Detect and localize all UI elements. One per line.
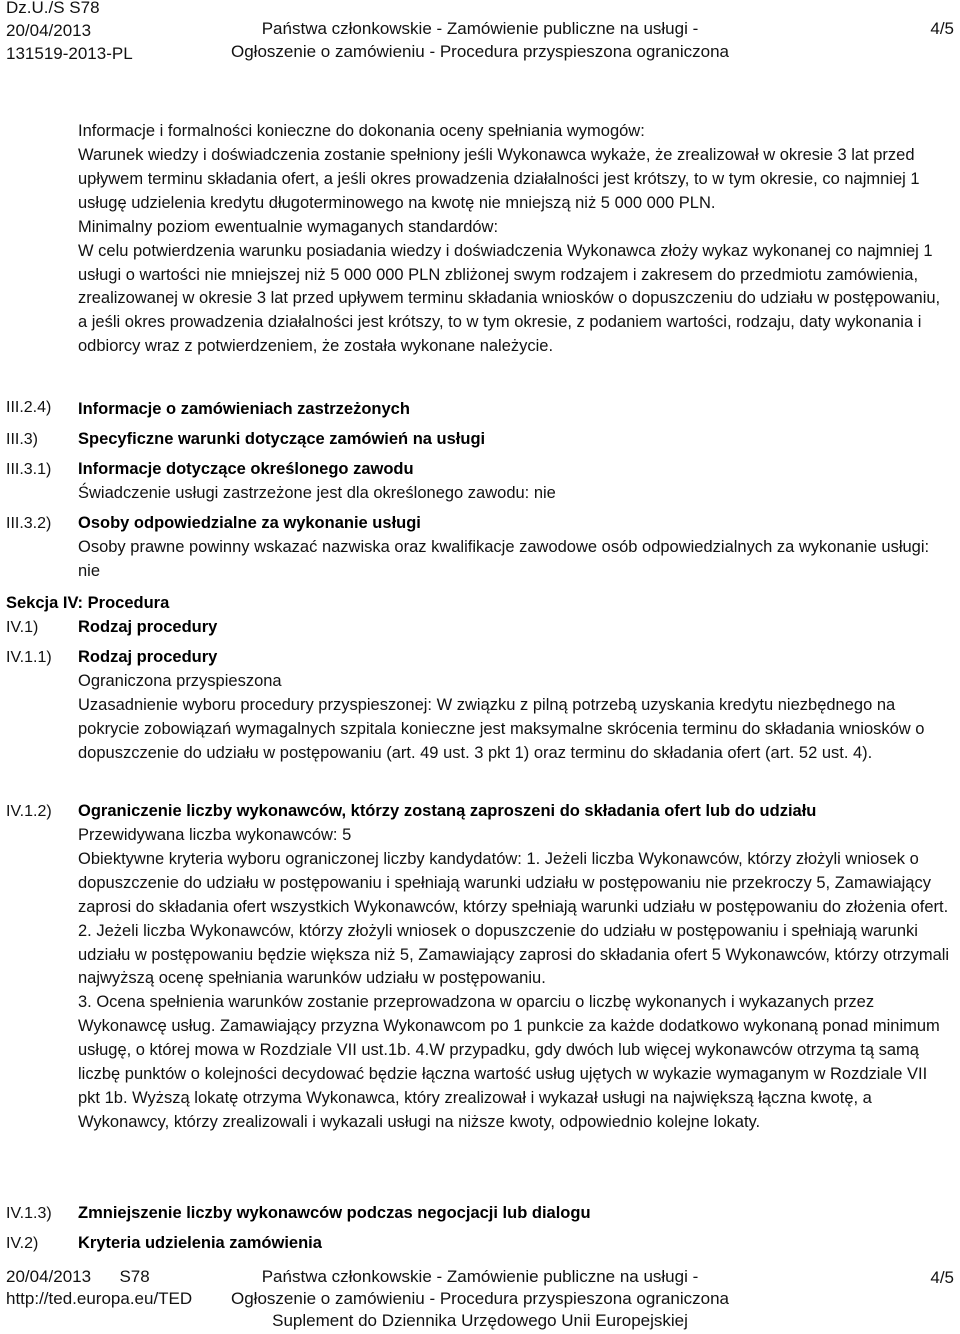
info-formal-text: Warunek wiedzy i doświadczenia zostanie spełniony jeśli Wykonawca wykaże, że zrealizował w okresie 3 lat przed upływem terminu składania ofert, a jeśli okres prowadzenia działalności jest krótszy, to w tym okresie, co najmniej 1 usługę udzielenia kredytu długoterminowego na kwotę nie mniejszą niż 5 000 000 PLN. [78, 145, 920, 212]
section-number: IV.1.2) [6, 803, 52, 820]
section-text: Obiektywne kryteria wyboru ograniczonej liczby kandydatów: 1. Jeżeli liczba Wykonawców, którzy złożyli wniosek o dopuszczenie do udziału w postępowaniu i spełniają warunki udziału w postępowaniu nie przekroczy 5, Zamawiający zaprosi do składania ofert wszystkich Wykonawców, którzy spełniają warunki udziału w postępowaniu do złożenia ofert. [78, 849, 949, 916]
section-block [78, 646, 950, 766]
footer-issue: S78 [119, 1267, 150, 1286]
section4-title: Sekcja IV: Procedura [6, 594, 170, 612]
section-heading: Informacje o zamówieniach zastrzeżonych [78, 400, 410, 418]
section-heading: Specyficzne warunki dotyczące zamówień na usługi [78, 430, 486, 448]
section-text: 3. Ocena spełnienia warunków zostanie przeprowadzona w oparciu o liczbę wykonanych i wykazanych przez Wykonawcę usług. Zamawiający przyzna Wykonawcom po 1 punkcie za każde dodatkowo wykonaną ponad minimum usługę, o której mowa w Rozdziale VII ust.1b. 4.W przypadku, gdy dwóch lub więcej wykonawców otrzyma tą samą liczbę punktów o kolejności decydować będzie łączna wartość usług ujętych w wykazie wymaganym w Rozdziale VII pkt 1b. Wyższą lokatę otrzyma Wykonawca, który zrealizował i wykazał usługi na największą łączna kwotę, a Wykonawcy, którzy zrealizowali i wykazali usługi na niższe kwoty, odpowiednio kolejne lokaty. [78, 993, 940, 1131]
footer-page-number: 4/5 [930, 1268, 954, 1287]
section-heading: Kryteria udzielenia zamówienia [78, 1234, 322, 1252]
header-doc-id: 131519-2013-PL [6, 43, 133, 63]
footer-title: Państwa członkowskie - Zamówienie publiczne na usługi - Ogłoszenie o zamówieniu - Procedura przyspieszona ograniczona Suplement do Dziennika Urzędowego Unii Europejskiej [231, 1267, 729, 1331]
section-heading: Ograniczenie liczby wykonawców, którzy zostaną zaproszeni do składania ofert lub do udziału [78, 802, 817, 820]
header-date: 20/04/2013 [6, 20, 92, 40]
section-number: IV.1.1) [6, 649, 52, 666]
section-text: 2. Jeżeli liczba Wykonawców, którzy złożyli wniosek o dopuszczenie do udziału w postępowaniu i spełniają warunki udziału w postępowaniu będzie większa niż 5, Zamawiający zaprosi do składania ofert 5 Wykonawców, którzy otrzymali najwyższą ocenę spełniania warunków udziału w postępowaniu. [78, 921, 950, 988]
section-number: IV.1.3) [6, 1205, 52, 1222]
section-text: Uzasadnienie wyboru procedury przyspieszonej: W związku z pilną potrzebą uzyskania kredytu niezbędnego na pokrycie zobowiązań wymagalnych szpitala konieczne jest maksymalne skrócenia terminu do składania wniosków o dopuszczenie do udziału w postępowaniu (art. 49 ust. 3 pkt 1) oraz terminu do składania ofert (art. 52 ust. 4). [78, 695, 925, 762]
min-level-text: W celu potwierdzenia warunku posiadania wiedzy i doświadczenia Wykonawca złoży wykaz wykonanej co najmniej 1 usługi o wartości nie mniejszej niż 5 000 000 PLN zbliżonej swym rodzajem i zakresem do przedmiotu zamówienia, zrealizowanej w okresie 3 lat przed upływem terminu składania wniosków o dopuszczeniu do udziału w postępowaniu, a jeśli okres prowadzenia działalności jest krótszy, to w tym okresie, z podaniem wartości, rodzaju, daty wykonania i odbiorcy wraz z potwierdzeniem, że została wykonane należycie. [78, 241, 941, 356]
section3-conditions [78, 120, 950, 359]
section-heading: Rodzaj procedury [78, 618, 218, 636]
section-number: IV.1) [6, 619, 39, 636]
section-block [78, 458, 950, 506]
min-level-label: Minimalny poziom ewentualnie wymaganych standardów: [78, 217, 499, 236]
section-heading: Informacje dotyczące określonego zawodu [78, 460, 414, 478]
section-heading: Zmniejszenie liczby wykonawców podczas negocjacji lub dialogu [78, 1204, 591, 1222]
section-number: III.3.2) [6, 515, 52, 532]
section-number: III.3.1) [6, 461, 52, 478]
section-text: Świadczenie usługi zastrzeżone jest dla określonego zawodu: nie [78, 483, 556, 502]
section-block [78, 800, 950, 1135]
section-number: III.3) [6, 431, 39, 448]
section-text: Przewidywana liczba wykonawców: 5 [78, 825, 352, 844]
section-number: III.2.4) [6, 399, 52, 416]
section-heading: Rodzaj procedury [78, 648, 218, 666]
section-text: Ograniczona przyspieszona [78, 671, 282, 690]
info-formal-label: Informacje i formalności konieczne do dokonania oceny spełniania wymogów: [78, 122, 645, 140]
header-ref: Dz.U./S S78 [6, 0, 100, 17]
footer-url: http://ted.europa.eu/TED [6, 1289, 193, 1309]
section-text: Osoby prawne powinny wskazać nazwiska oraz kwalifikacje zawodowe osób odpowiedzialnych za wykonanie usługi: nie [78, 537, 930, 580]
footer-date: 20/04/2013 [6, 1267, 92, 1286]
header-title: Państwa członkowskie - Zamówienie publiczne na usługi - Ogłoszenie o zamówieniu - Procedura przyspieszona ograniczona [231, 19, 729, 61]
header-page-number: 4/5 [930, 19, 954, 38]
section-number: IV.2) [6, 1235, 39, 1252]
section-heading: Osoby odpowiedzialne za wykonanie usługi [78, 514, 421, 532]
section-block [78, 512, 950, 584]
